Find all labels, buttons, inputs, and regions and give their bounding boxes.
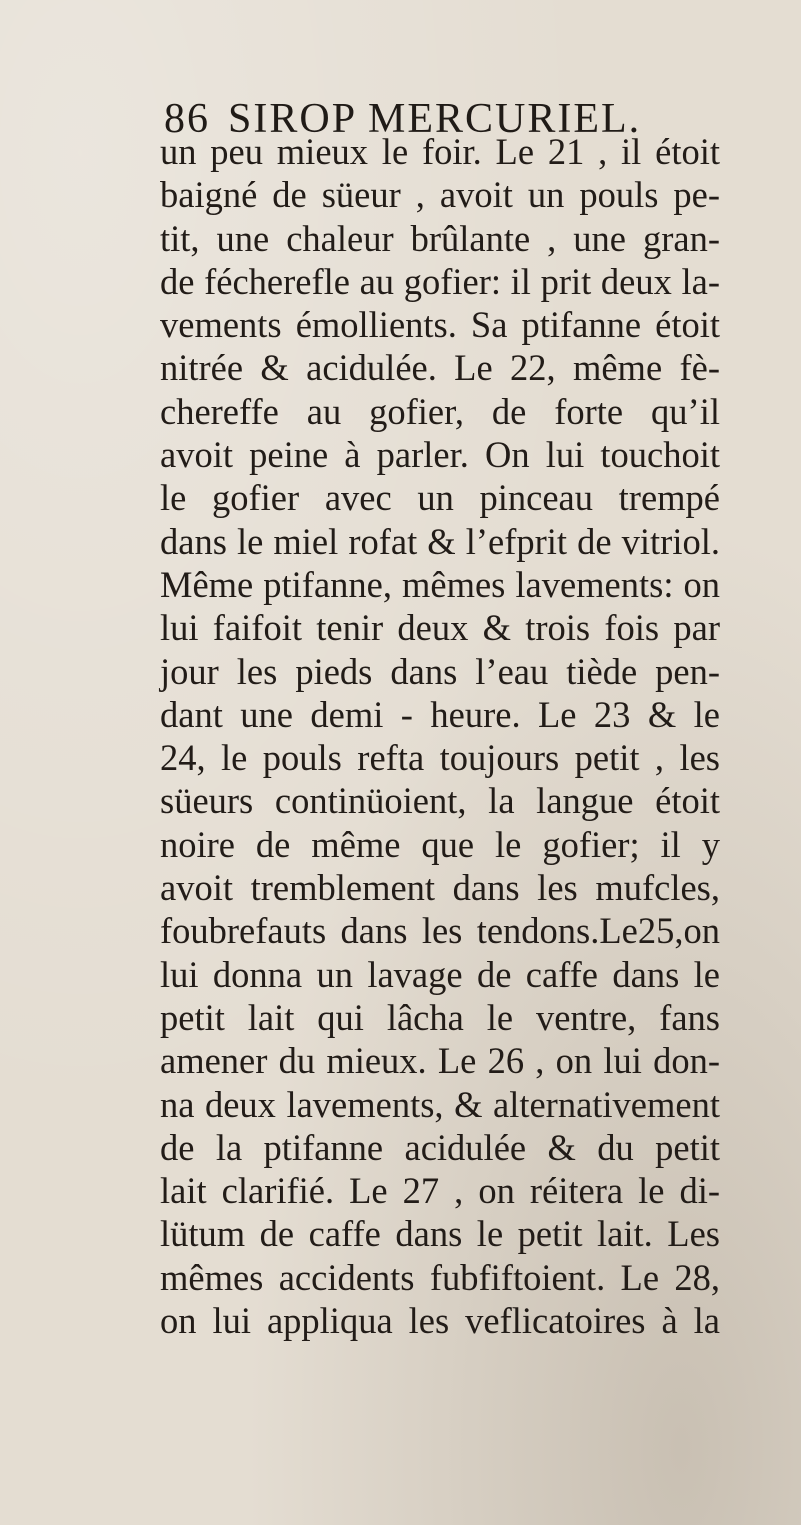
text-line: amener du mieux. Le 26 , on lui don-: [160, 1040, 720, 1082]
text-line: 24, le pouls refta toujours petit , les: [160, 737, 720, 779]
text-line: avoit peine à parler. On lui touchoit: [160, 434, 720, 476]
page-number: 86: [164, 96, 210, 142]
text-line: na deux lavements, & alternativement: [160, 1083, 720, 1125]
text-line: lui donna un lavage de caffe dans le: [160, 953, 720, 995]
text-line: vements émollients. Sa ptifanne étoit: [160, 304, 720, 346]
text-line: un peu mieux le foir. Le 21 , il étoit: [160, 131, 720, 172]
text-line: mêmes accidents fubfiftoient. Le 28,: [160, 1256, 720, 1298]
text-line: de fécherefle au gofier: il prit deux la-: [160, 260, 720, 302]
text-line: Même ptifanne, mêmes lavements: on: [160, 563, 720, 605]
text-line: le gofier avec un pinceau trempé: [160, 477, 720, 519]
text-line: tit, une chaleur brûlante , une gran-: [160, 217, 720, 259]
text-line: baigné de süeur , avoit un pouls pe-: [160, 174, 720, 216]
text-line: on lui appliqua les veflicatoires à la: [160, 1300, 720, 1342]
text-line: dant une demi - heure. Le 23 & le: [160, 693, 720, 735]
body-text: [160, 130, 720, 1342]
text-line: de la ptifanne acidulée & du petit: [160, 1126, 720, 1168]
text-line: lui faifoit tenir deux & trois fois par: [160, 607, 720, 649]
text-line: chereffe au gofier, de forte qu’il: [160, 390, 720, 432]
running-head-title: SIROP MERCURIEL.: [228, 96, 642, 142]
text-line: nitrée & acidulée. Le 22, même fè-: [160, 347, 720, 389]
text-line: jour les pieds dans l’eau tiède pen-: [160, 650, 720, 692]
text-line: lait clarifié. Le 27 , on réitera le di-: [160, 1170, 720, 1212]
text-line: noire de même que le gofier; il y: [160, 823, 720, 865]
text-line: petit lait qui lâcha le ventre, fans: [160, 996, 720, 1038]
text-line: avoit tremblement dans les mufcles,: [160, 867, 720, 909]
text-line: foubrefauts dans les tendons.Le25,on: [160, 910, 720, 952]
text-line: lütum de caffe dans le petit lait. Les: [160, 1213, 720, 1255]
text-line: süeurs continüoient, la langue étoit: [160, 780, 720, 822]
text-line: dans le miel rofat & l’efprit de vitriol.: [160, 520, 720, 562]
